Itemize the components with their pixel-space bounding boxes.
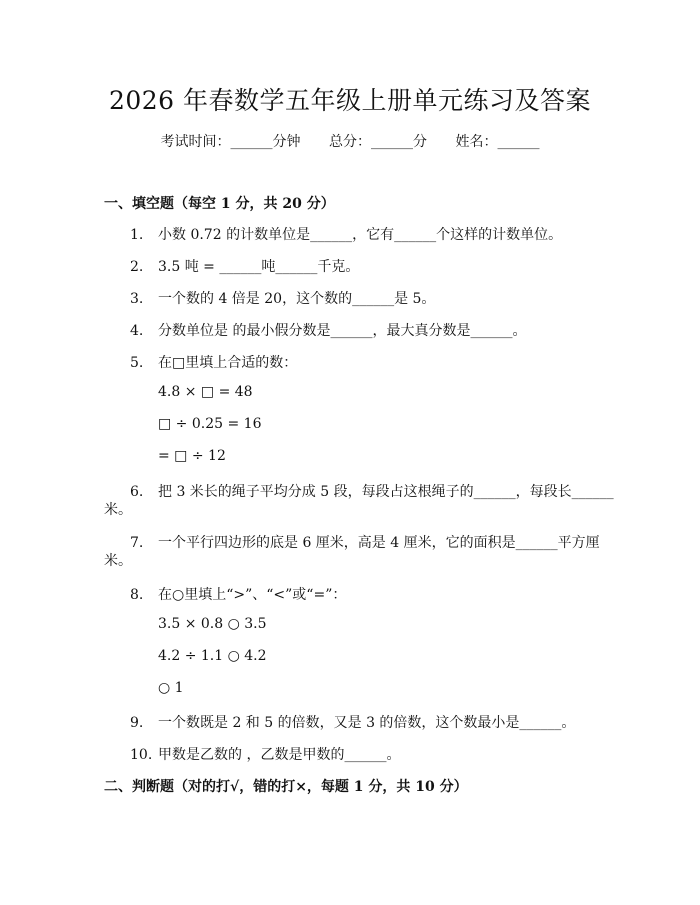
question-number: 2.: [130, 259, 144, 275]
exam-time: 考试时间：______分钟: [160, 134, 301, 150]
question-5-item-c: = □ ÷ 12: [158, 448, 226, 464]
question-8-item-c: ○ 1: [158, 680, 184, 696]
question-6-continuation: 米。: [104, 502, 132, 518]
question-number: 10.: [130, 747, 153, 763]
question-1: [130, 224, 562, 244]
document-title: 2026 年春数学五年级上册单元练习及答案: [108, 86, 592, 115]
question-text: 在□里填上合适的数：: [158, 355, 298, 371]
question-2: [130, 256, 359, 276]
exam-score: 总分：______分: [329, 134, 427, 150]
question-text: 小数 0.72 的计数单位是______，它有______个这样的计数单位。: [158, 227, 563, 243]
question-8-item-b: 4.2 ÷ 1.1 ○ 4.2: [158, 648, 267, 664]
question-text: 一个平行四边形的底是 6 厘米，高是 4 厘米，它的面积是______平方厘: [158, 535, 600, 551]
student-name: 姓名：______: [455, 134, 540, 150]
question-5-item-a: 4.8 × □ = 48: [158, 384, 253, 400]
question-6: [130, 481, 614, 501]
question-number: 1.: [130, 227, 144, 243]
question-number: 9.: [130, 715, 144, 731]
question-number: 7.: [130, 535, 144, 551]
question-text: 一个数既是 2 和 5 的倍数，又是 3 的倍数，这个数最小是______。: [158, 715, 576, 731]
question-number: 3.: [130, 291, 144, 307]
question-number: 8.: [130, 587, 144, 603]
question-8-item-a: 3.5 × 0.8 ○ 3.5: [158, 616, 267, 632]
question-7: [130, 532, 600, 552]
question-number: 5.: [130, 355, 144, 371]
question-5: [130, 352, 297, 372]
question-number: 4.: [130, 323, 144, 339]
question-number: 6.: [130, 484, 144, 500]
question-9: [130, 712, 575, 732]
question-3: [130, 288, 435, 308]
question-text: 把 3 米长的绳子平均分成 5 段，每段占这根绳子的______，每段长______: [158, 484, 614, 500]
question-8: [130, 584, 346, 604]
question-text: 分数单位是 的最小假分数是______，最大真分数是______。: [158, 323, 527, 339]
question-text: 3.5 吨 = ______吨______千克。: [158, 259, 360, 275]
section-true-false: 二、判断题（对的打√，错的打×，每题 1 分，共 10 分）: [104, 779, 468, 795]
question-7-continuation: 米。: [104, 553, 132, 569]
question-4: [130, 320, 526, 340]
question-text: 一个数的 4 倍是 20，这个数的______是 5。: [158, 291, 436, 307]
exam-meta: [0, 131, 700, 151]
question-text: 在○里填上“>”、“<”或“=”：: [158, 587, 347, 603]
question-10: [130, 744, 400, 764]
section-fill-in-blank: 一、填空题（每空 1 分，共 20 分）: [104, 196, 335, 212]
question-text: 甲数是乙数的 ，乙数是甲数的______。: [158, 747, 401, 763]
question-5-item-b: □ ÷ 0.25 = 16: [158, 416, 262, 432]
